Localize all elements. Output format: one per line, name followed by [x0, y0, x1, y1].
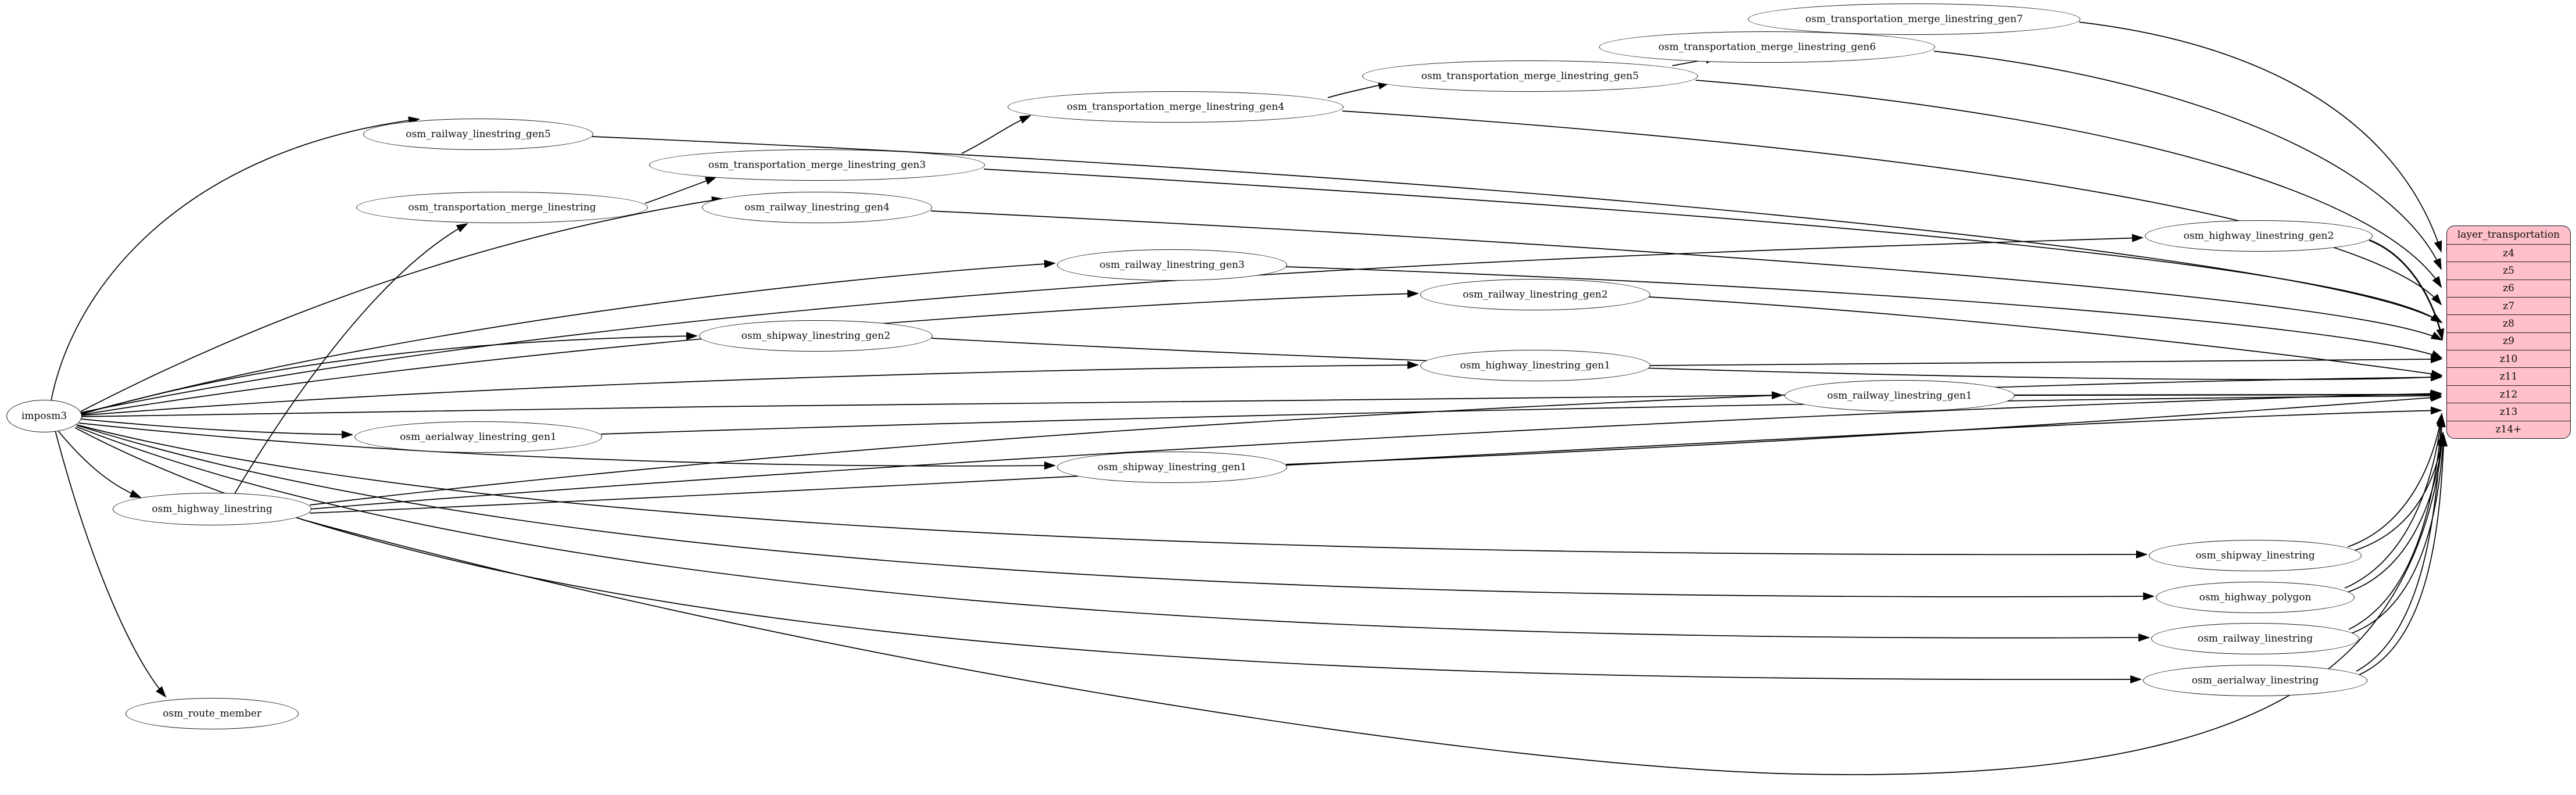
record-title: layer_transportation — [2457, 229, 2560, 241]
node-label: osm_transportation_merge_linestring_gen4 — [1066, 101, 1285, 113]
node-label: osm_transportation_merge_linestring_gen3 — [708, 159, 926, 171]
node-imposm3 — [6, 400, 82, 432]
node-label: osm_shipway_linestring_gen2 — [741, 330, 891, 342]
node-label: osm_shipway_linestring — [2195, 550, 2315, 561]
node-label: osm_shipway_linestring_gen1 — [1097, 461, 1247, 473]
node-osm-railway-linestring-gen4 — [702, 192, 932, 223]
record-row-z8: z8 — [2447, 314, 2570, 332]
record-row-z14plus: z14+ — [2447, 421, 2570, 438]
node-osm-railway-linestring-gen3 — [1057, 249, 1287, 281]
record-row-z7: z7 — [2447, 297, 2570, 314]
node-label: osm_highway_linestring — [152, 503, 273, 515]
node-osm-transportation-merge-linestring-gen3 — [649, 149, 985, 181]
record-row-z13: z13 — [2447, 403, 2570, 420]
node-osm-highway-polygon — [2156, 582, 2355, 613]
node-label: osm_railway_linestring_gen5 — [406, 128, 551, 140]
node-osm-railway-linestring-gen2 — [1420, 279, 1650, 310]
node-osm-route-member — [126, 698, 299, 729]
node-osm-railway-linestring-gen5 — [363, 119, 593, 150]
node-label: osm_railway_linestring_gen2 — [1463, 289, 1608, 300]
node-label: osm_highway_polygon — [2199, 592, 2312, 603]
node-label: osm_highway_linestring_gen1 — [1460, 360, 1611, 371]
record-layer-transportation — [2446, 225, 2571, 439]
node-osm-transportation-merge-linestring-gen7 — [1748, 3, 2080, 35]
node-osm-transportation-merge-linestring-gen5 — [1362, 60, 1698, 92]
node-osm-railway-linestring — [2151, 623, 2359, 654]
node-osm-shipway-linestring-gen2 — [699, 320, 933, 352]
record-row-z11: z11 — [2447, 367, 2570, 385]
node-label: osm_transportation_merge_linestring_gen7 — [1805, 13, 2023, 25]
record-row-z6: z6 — [2447, 280, 2570, 297]
node-osm-transportation-merge-linestring-gen6 — [1599, 31, 1935, 63]
node-osm-aerialway-linestring — [2143, 665, 2367, 696]
node-osm-railway-linestring-gen1 — [1785, 380, 2015, 411]
node-osm-highway-linestring-gen2 — [2145, 220, 2373, 252]
node-osm-transportation-merge-linestring — [356, 192, 648, 223]
record-row-z4: z4 — [2447, 244, 2570, 262]
node-label: imposm3 — [21, 410, 67, 422]
node-label: osm_railway_linestring_gen1 — [1827, 390, 1972, 402]
node-label: osm_highway_linestring_gen2 — [2183, 230, 2334, 242]
node-label: osm_transportation_merge_linestring — [408, 202, 596, 213]
node-osm-highway-linestring — [113, 493, 311, 525]
node-osm-highway-linestring-gen1 — [1420, 350, 1650, 381]
node-label: osm_railway_linestring_gen4 — [744, 202, 890, 213]
node-label: osm_aerialway_linestring_gen1 — [400, 431, 557, 443]
node-label: osm_transportation_merge_linestring_gen5 — [1421, 70, 1639, 82]
node-label: osm_railway_linestring — [2197, 633, 2313, 644]
record-row-z5: z5 — [2447, 262, 2570, 279]
record-row-z10: z10 — [2447, 350, 2570, 367]
node-osm-shipway-linestring-gen1 — [1057, 452, 1287, 483]
record-row-z12: z12 — [2447, 385, 2570, 403]
record-row-z9: z9 — [2447, 332, 2570, 350]
node-label: osm_aerialway_linestring — [2191, 675, 2319, 686]
node-osm-transportation-merge-linestring-gen4 — [1008, 91, 1343, 123]
node-label: osm_route_member — [163, 708, 261, 719]
node-label: osm_railway_linestring_gen3 — [1099, 259, 1245, 271]
node-osm-aerialway-linestring-gen1 — [354, 421, 602, 453]
node-osm-shipway-linestring — [2149, 540, 2362, 571]
node-label: osm_transportation_merge_linestring_gen6 — [1658, 41, 1876, 53]
